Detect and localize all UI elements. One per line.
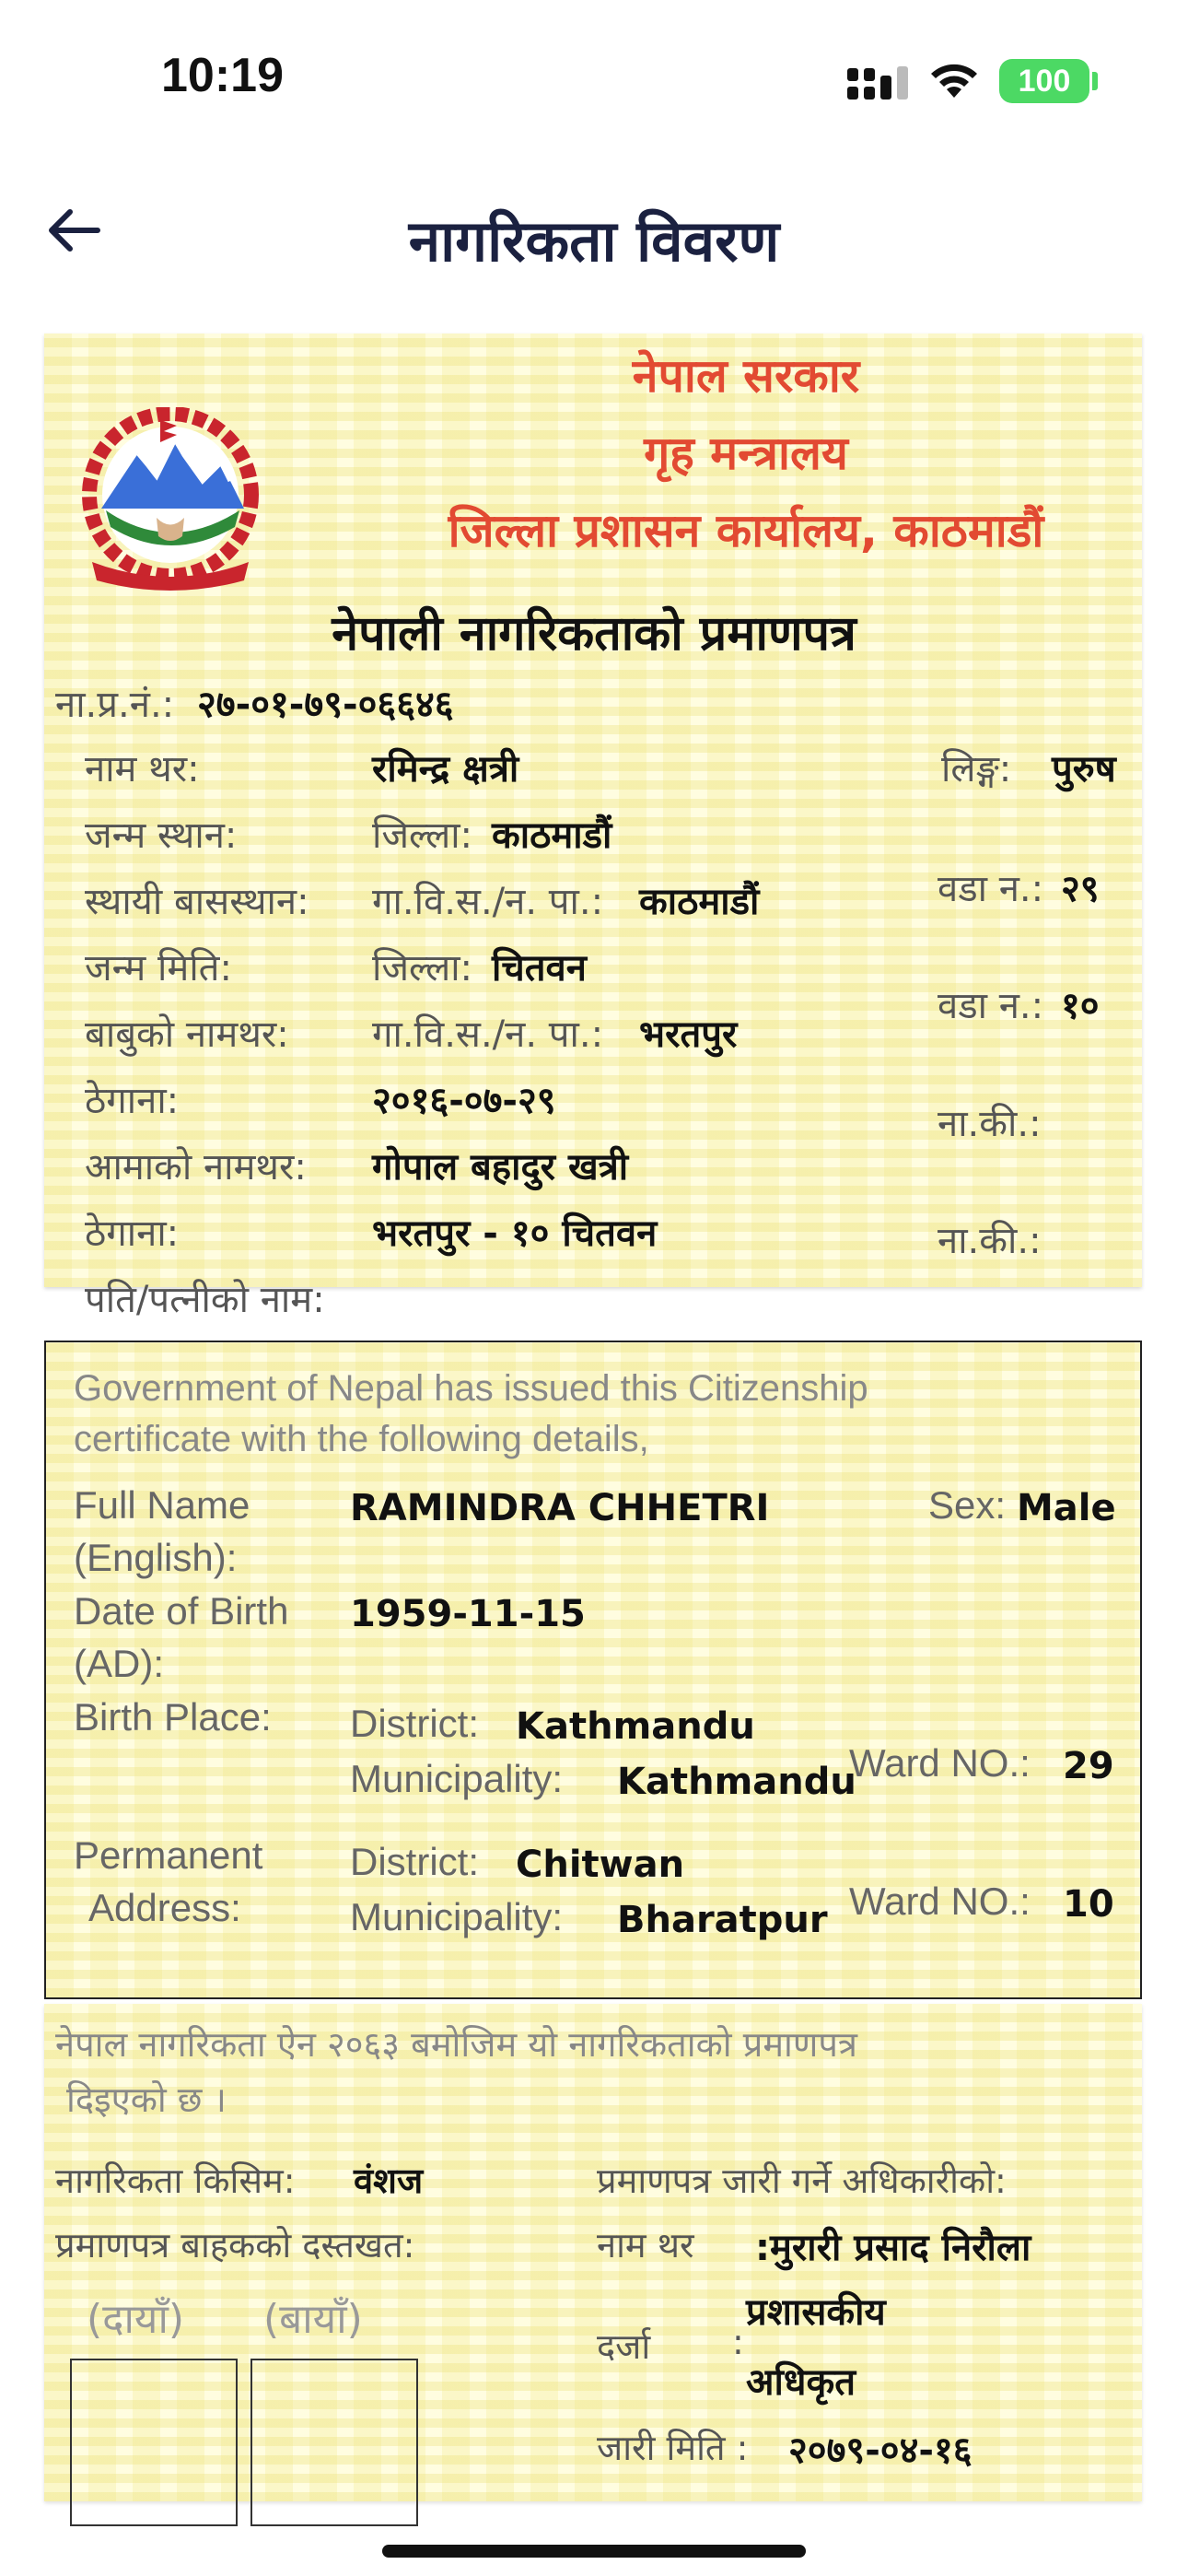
left-thumbprint-box xyxy=(250,2359,418,2526)
dob-en-label-2: (AD): xyxy=(74,1642,164,1685)
rank-label: दर्जा xyxy=(597,2326,651,2367)
nepal-emblem-logo xyxy=(64,407,276,595)
birth-municipality-en-value: Kathmandu xyxy=(617,1761,856,1803)
wifi-icon xyxy=(928,61,980,105)
intro-line-1: Government of Nepal has issued this Citizenship xyxy=(74,1368,868,1409)
right-thumb-label: (दायाँ) xyxy=(87,2296,185,2343)
cert-no-label: ना.प्र.नं.: xyxy=(55,684,175,726)
perm-district-label: जिल्ला: xyxy=(372,947,473,989)
citizenship-type-value: वंशज xyxy=(354,2160,424,2201)
gov-heading: नेपाल सरकार xyxy=(632,349,860,403)
act-line-2: दिइएको छ । xyxy=(66,2079,227,2120)
perm-district-value: चितवन xyxy=(492,947,587,989)
birth-place-label: जन्म स्थान: xyxy=(85,814,238,857)
right-thumbprint-box xyxy=(70,2359,238,2526)
cellular-signal-icon xyxy=(847,64,914,105)
status-time: 10:19 xyxy=(161,49,284,102)
birth-ward-en-label: Ward NO.: xyxy=(849,1741,1031,1785)
spouse-name-label: पति/पत्नीको नाम: xyxy=(85,1279,325,1321)
name-label: नाम थर: xyxy=(85,748,200,790)
page-title: नागरिकता विवरण xyxy=(408,207,780,275)
dob-en-value: 1959-11-15 xyxy=(350,1593,586,1635)
citizenship-type-label: नागरिकता किसिम: xyxy=(55,2160,296,2201)
dob-en-label-1: Date of Birth xyxy=(74,1589,289,1633)
father-name-label: बाबुको नामथर: xyxy=(85,1013,289,1056)
act-line-1: नेपाल नागरिकता ऐन २०६३ बमोजिम यो नागरिकताको प्रमाणपत्र xyxy=(55,2024,857,2065)
name-value: रमिन्द्र क्षत्री xyxy=(372,748,519,790)
gender-value: पुरुष xyxy=(1052,748,1116,790)
birth-ward-label: वडा न.: xyxy=(938,868,1044,910)
mother-name-label: आमाको नामथर: xyxy=(85,1146,307,1188)
perm-district-en-value: Chitwan xyxy=(516,1844,685,1886)
birthplace-en-label: Birth Place: xyxy=(74,1695,272,1739)
address2-label: ठेगाना: xyxy=(85,1212,180,1255)
birth-municipality-value: काठमाडौं xyxy=(639,881,760,923)
cert-no-value: २७-०१-७९-०६६४६ xyxy=(197,684,454,726)
perm-district-en-label: District: xyxy=(350,1840,479,1883)
office-heading: जिल्ला प्रशासन कार्यालय, काठमाडौं xyxy=(448,504,1044,557)
dob-label: जन्म मिति: xyxy=(85,947,232,989)
home-indicator[interactable] xyxy=(382,2545,806,2558)
perm-municipality-en-label: Municipality: xyxy=(350,1895,564,1938)
holder-signature-label: प्रमाणपत्र बाहकको दस्तखत: xyxy=(55,2225,415,2266)
citizenship-no2-label: ना.की.: xyxy=(938,1220,1042,1262)
left-thumb-label: (बायाँ) xyxy=(263,2296,363,2343)
birth-municipality-label: गा.वि.स./न. पा.: xyxy=(372,881,604,923)
birth-ward-value: २९ xyxy=(1061,868,1100,910)
perm-ward-value: १० xyxy=(1061,985,1100,1027)
issuer-heading: प्रमाणपत्र जारी गर्ने अधिकारीको: xyxy=(597,2160,1007,2201)
certificate-title: नेपाली नागरिकताको प्रमाणपत्र xyxy=(332,606,856,662)
address-value: भरतपुर - १० चितवन xyxy=(372,1212,658,1255)
battery-indicator: 100 xyxy=(999,59,1089,103)
issue-date-value: २०७९-०४-१६ xyxy=(788,2430,973,2472)
birth-district-en-value: Kathmandu xyxy=(516,1705,755,1748)
citizenship-no-label: ना.की.: xyxy=(938,1103,1042,1145)
fullname-value: RAMINDRA CHHETRI xyxy=(350,1487,770,1529)
intro-line-2: certificate with the following details, xyxy=(74,1419,649,1459)
rank-line-2: अधिकृत xyxy=(746,2361,856,2404)
sex-value: Male xyxy=(1017,1487,1116,1529)
fullname-label-1: Full Name xyxy=(74,1483,250,1527)
rank-line-1: प्रशासकीय xyxy=(746,2291,886,2334)
sex-label: Sex: xyxy=(928,1483,1007,1527)
ministry-heading: गृह मन्त्रालय xyxy=(644,427,848,480)
permanent-en-label-2: Address: xyxy=(88,1886,241,1929)
officer-name-value: :मुरारी प्रसाद निरौला xyxy=(755,2227,1031,2269)
birth-district-en-label: District: xyxy=(350,1702,479,1745)
birth-municipality-en-label: Municipality: xyxy=(350,1757,564,1800)
perm-municipality-value: भरतपुर xyxy=(639,1013,738,1056)
birth-district-label: जिल्ला: xyxy=(372,814,473,857)
battery-tip xyxy=(1092,72,1098,90)
address-label: ठेगाना: xyxy=(85,1080,180,1122)
dob-value: २०१६-०७-२९ xyxy=(372,1080,556,1122)
rank-colon: : xyxy=(732,2322,744,2362)
perm-ward-label: वडा न.: xyxy=(938,985,1044,1027)
father-name-value: गोपाल बहादुर खत्री xyxy=(372,1146,629,1188)
birth-district-value: काठमाडौं xyxy=(492,814,612,857)
perm-municipality-label: गा.वि.स./न. पा.: xyxy=(372,1013,604,1056)
perm-municipality-en-value: Bharatpur xyxy=(617,1899,828,1941)
perm-ward-en-label: Ward NO.: xyxy=(849,1879,1031,1923)
permanent-address-label: स्थायी बासस्थान: xyxy=(85,881,309,923)
birth-ward-en-value: 29 xyxy=(1063,1745,1114,1787)
permanent-en-label-1: Permanent xyxy=(74,1833,263,1877)
issue-date-label: जारी मिति : xyxy=(597,2428,749,2468)
fullname-label-2: (English): xyxy=(74,1536,238,1579)
perm-ward-en-value: 10 xyxy=(1063,1883,1114,1926)
officer-name-label: नाम थर xyxy=(597,2225,694,2266)
gender-label: लिङ्ग: xyxy=(941,748,1012,790)
